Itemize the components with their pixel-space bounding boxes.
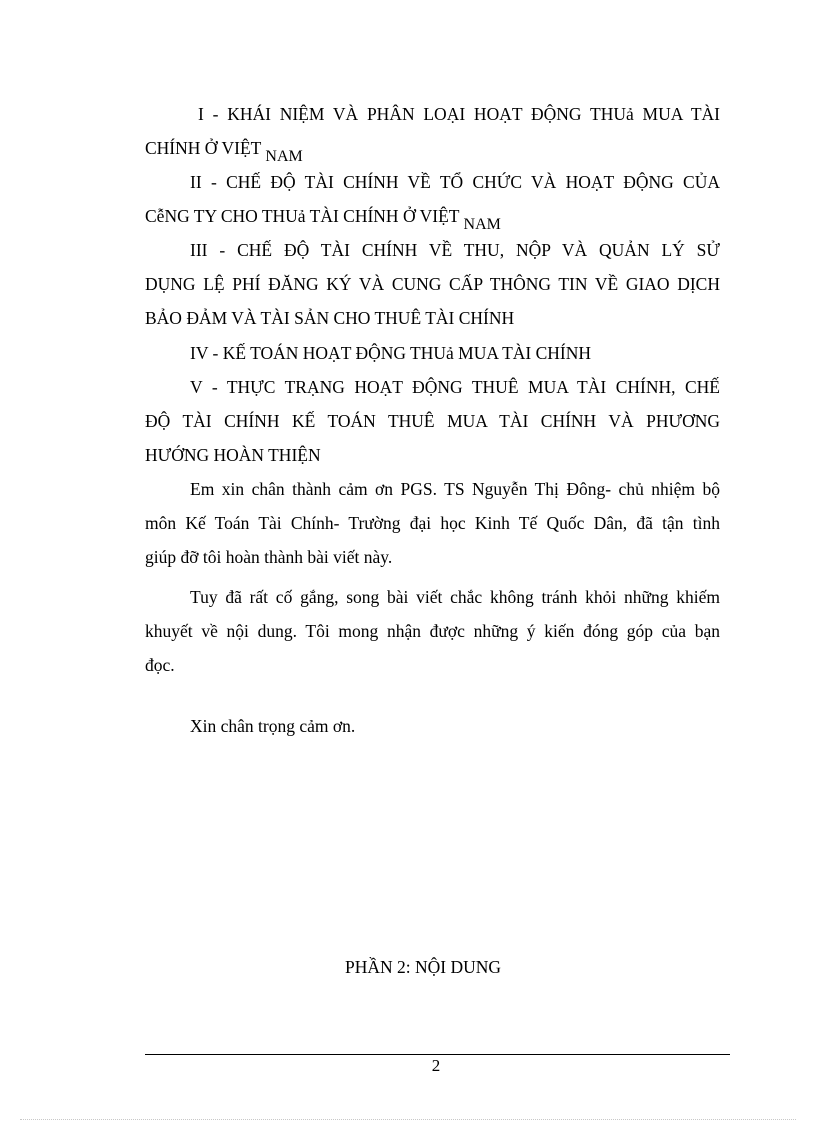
thanks-line-2: môn Kế Toán Tài Chính- Trường đại học Kinh Tế Quốc Dân, đã tận tình (145, 513, 720, 533)
toc-item-5-line-2: ĐỘ TÀI CHÍNH KẾ TOÁN THUÊ MUA TÀI CHÍNH VÀ PHƯƠNG (145, 411, 720, 431)
toc-item-5-line-1: V - THỰC TRẠNG HOẠT ĐỘNG THUÊ MUA TÀI CHÍNH, CHẾ (190, 377, 720, 397)
apology-line-3: đọc. (145, 655, 175, 675)
thanks-line-3: giúp đỡ tôi hoàn thành bài viết này. (145, 547, 393, 567)
toc-item-3-line-2: DỤNG LỆ PHÍ ĐĂNG KÝ VÀ CUNG CẤP THÔNG TIN VỀ GIAO DỊCH (145, 274, 720, 294)
toc-item-1-line-1: I - KHÁI NIỆM VÀ PHÂN LOẠI HOẠT ĐỘNG THUả MUA TÀI (198, 104, 720, 124)
toc-item-3-line-1: III - CHẾ ĐỘ TÀI CHÍNH VỀ THU, NỘP VÀ QUẢN LÝ SỬ (190, 240, 720, 260)
toc-item-3-line-3: BẢO ĐẢM VÀ TÀI SẢN CHO THUÊ TÀI CHÍNH (145, 308, 515, 328)
toc-item-2-line-2: CễNG TY CHO THUả TÀI CHÍNH Ở VIỆT NAM (145, 206, 501, 233)
thanks-line-1: Em xin chân thành cảm ơn PGS. TS Nguyễn Thị Đông- chủ nhiệm bộ (190, 479, 720, 499)
closing-line: Xin chân trọng cảm ơn. (190, 716, 356, 736)
apology-line-2: khuyết về nội dung. Tôi mong nhận được những ý kiến đóng góp của bạn (145, 621, 720, 641)
toc-item-4-line-1: IV - KẾ TOÁN HOẠT ĐỘNG THUả MUA TÀI CHÍNH (190, 343, 592, 363)
section-heading: PHẦN 2: NỘI DUNG (344, 957, 502, 977)
page-number: 2 (431, 1056, 441, 1075)
toc-item-5-line-3: HƯỚNG HOÀN THIỆN (145, 445, 321, 465)
apology-line-1: Tuy đã rất cố gắng, song bài viết chắc không tránh khỏi những khiếm (190, 587, 720, 607)
page-bottom-edge (20, 1119, 796, 1120)
toc-item-2-line-1: II - CHẾ ĐỘ TÀI CHÍNH VỀ TỔ CHỨC VÀ HOẠT ĐỘNG CỦA (190, 172, 720, 192)
toc-item-1-line-2: CHÍNH Ở VIỆT NAM (145, 138, 303, 165)
